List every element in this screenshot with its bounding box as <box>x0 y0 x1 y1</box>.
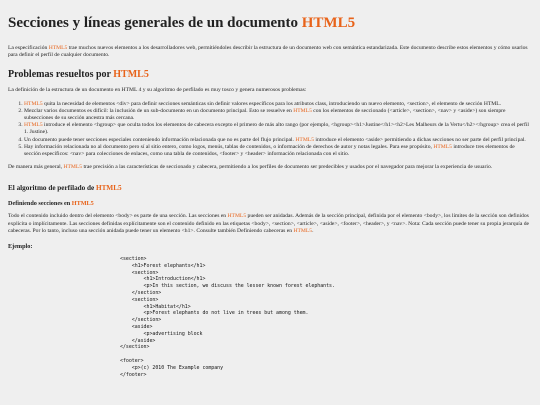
list-item: 4. Un documento puede tener secciones especiales conteniendo información relacionada que no es parte del flujo principal. HTML5 introduce el elemento <aside> permitiendo a dichas secciones no ser parte del perfil principal. <box>24 137 532 144</box>
problems-description: La definición de la estructura de un documento en HTML 4 y su algoritmo de perfilado es muy tosco y genera numerosos problemas: <box>8 87 307 94</box>
page-title-text: Secciones y líneas generales de un documento <box>8 15 302 31</box>
list-item: 2. Mezclar varios documentos es difícil: la inclusión de un sub-documento en un documento principal. Esto se resuelve en HTML5 con los elementos de seccionado (<article>, <section>, <nav> y <aside>) son siempre subsecciones de su sección ancestra más cercana. <box>24 108 532 122</box>
page-title <box>8 14 532 32</box>
page-title-highlight: HTML5 <box>301 15 356 31</box>
list-item: 3. HTML5 introduce el elemento <hgroup> que oculta todos los elementos de cabecera excepto el primero de más alto rango (por ejemplo, <hgroup><h1>Justine</h1><h2>Les Malheurs de la Vertu</h2></hgroup> crea el perfil 1. Justine). <box>24 122 532 136</box>
example-label: Ejemplo: <box>8 243 33 251</box>
defining-sections-heading: Definiendo secciones en HTML5 <box>8 200 94 208</box>
list-item: 5. Hay información relacionada no al documento pero sí al sitio entero, como logos, menús, tablas de contenidos, o información de derechos de autor y notas legales. Para ese propósito, HTML5 introduce tres elementos de sección específicos: <nav> para colecciones de enlaces, como una tabla de contenidos, <footer> y <header> información relacionada con el sitio. <box>24 144 532 158</box>
algorithm-paragraph: Todo el contenido incluido dentro del elemento <body> es parte de una sección. Las secciones en HTML5 pueden ser anidadas. Además de la sección principal, definida por el elemento <body>, los límites de la sección son definidos explícita o implícitamente. Las secciones definidas explícitamente son el contenido definido en las etiquetas <body>, <section>, <article>, <aside>, <footer>, <header>, y <nav>. Nota: Cada sección puede tener su propia jerarquía de cabeceras. Por lo tanto, incluso una sección anidada puede tener un elemento <h1>. Consulte también Definiendo cabeceras en HTML5. <box>8 213 530 234</box>
summary-paragraph: De manera más general, HTML5 trae precisión a las características de seccionado y cabecera, permitiendo a los perfiles de documento ser predecibles y usados por el navegador para mejorar la experiencia de usuario. <box>8 164 493 171</box>
intro-highlight: HTML5 <box>48 45 68 51</box>
algorithm-heading: El algoritmo de perfilado de HTML5 <box>8 184 122 193</box>
intro-paragraph: La especificación HTML5 trae muchos nuevos elementos a los desarrolladores web, permitiéndoles describir la estructura de un documento web con semántica estandarizada. Este documento describe estos elementos y cómo usarlos para definir el perfil de cualquier documento. <box>8 45 528 59</box>
problems-list <box>8 101 532 159</box>
code-example: <section> <h1>Forest elephants</h1> <section> <h1>Introduction</h1> <p>In this section, we discuss the lesser known forest elephants. </section> <section> <h1>Habitat</h1> <p>Forest elephants do not live in trees but among them. </section> <aside> <p>advertising block </aside> </section> <footer> <p>(c) 2010 The Example company </footer> <box>120 256 335 378</box>
problems-heading: Problemas resueltos por HTML5 <box>8 69 149 81</box>
list-item: 1. HTML5 quita la necesidad de elementos <div> para definir secciones semánticas sin definir valores específicos para los atributos class, introduciendo un nuevo elemento, <section>, el elemento de sección HTML. <box>24 101 532 108</box>
